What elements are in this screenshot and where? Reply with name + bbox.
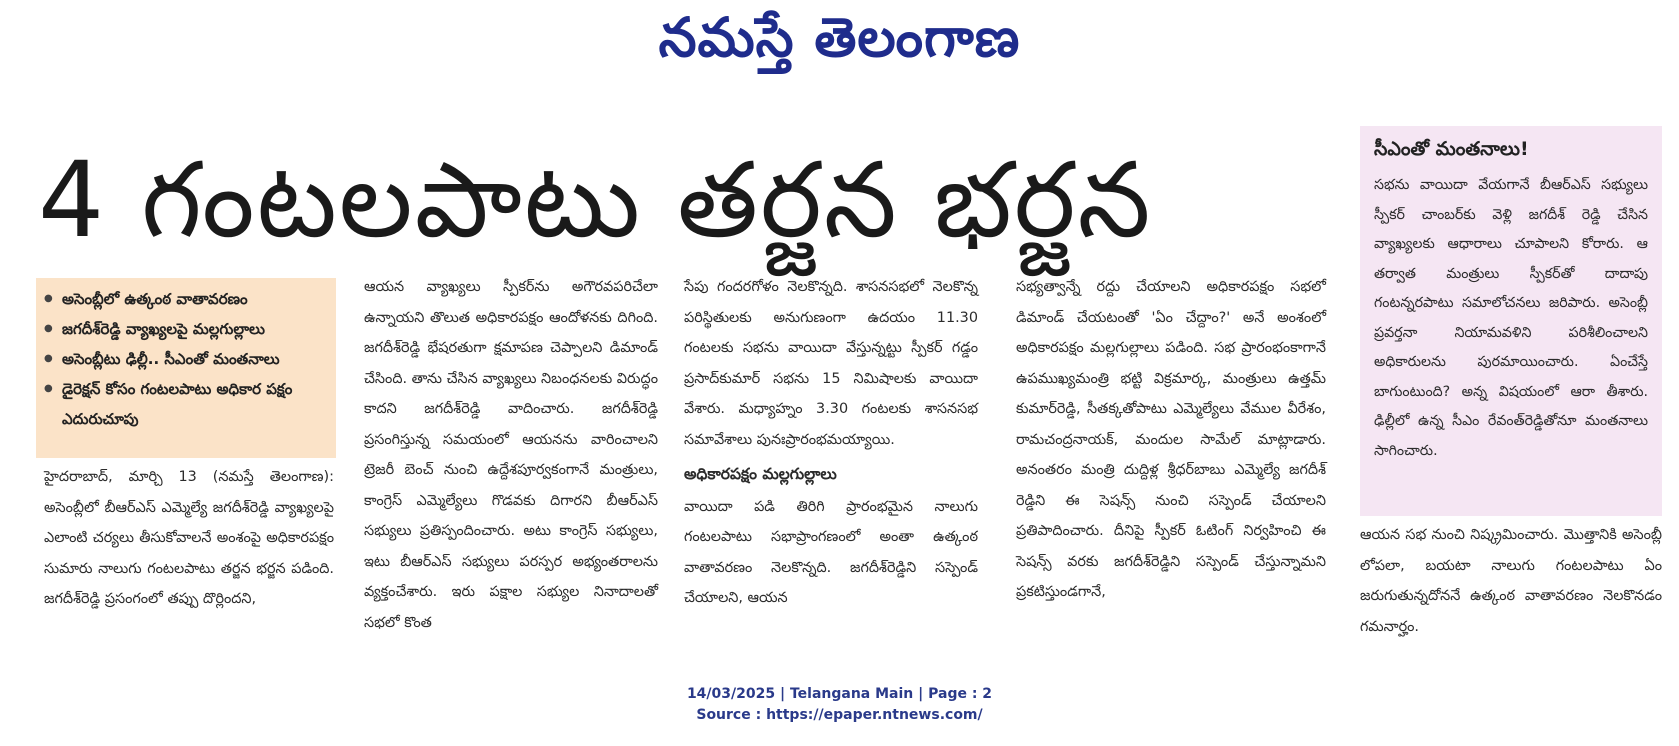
- article-lead-paragraph: హైదరాబాద్, మార్చి 13 (నమస్తే తెలంగాణ): అసెంబ్లీలో బీఆర్‌ఎస్ ఎమ్మెల్యే జగదీశ్‌రెడ్డి వ్యాఖ్యలపై ఎలాంటి చర్యలు తీసుకోవాలనే అంశంపై అధికారపక్షం సుమారు నాలుగు గంటలపాటు తర్జన భర్జన పడింది. జగదీశ్‌రెడ్డి ప్రసంగంలో తప్పు దొర్లిందని,: [44, 469, 334, 607]
- article-column-4: [1016, 272, 1326, 608]
- article-paragraph: సేపు గందరగోళం నెలకొన్నది. శాసనసభలో నెలకొన్న పరిస్థితులకు అనుగుణంగా ఉదయం 11.30 గంటలకు సభను వాయిదా వేస్తున్నట్టు స్పీకర్ గడ్డం ప్రసాద్‌కుమార్ సభను 15 నిమిషాలకు వాయిదా వేశారు. మధ్యాహ్నం 3.30 గంటలకు శాసనసభ సమావేశాలు పునఃప్రారంభమయ్యాయి.: [684, 279, 978, 448]
- sidebar-title: సీఎంతో మంతనాలు!: [1374, 138, 1529, 160]
- article-paragraph: ఆయన వ్యాఖ్యలు స్పీకర్‌ను అగౌరవపరిచేలా ఉన్నాయని తొలుత అధికారపక్షం ఆందోళనకు దిగింది. జగదీశ్‌రెడ్డి భేషరతుగా క్షమాపణ చెప్పాలని డిమాండ్ చేసింది. తాను చేసిన వ్యాఖ్యలు నిబంధనలకు విరుద్ధం కాదని జగదీశ్‌రెడ్డి వాదించారు. జగదీశ్‌రెడ్డి ప్రసంగిస్తున్న సమయంలో ఆయనను వారించాలని ట్రెజరీ బెంచ్ నుంచి ఉద్దేశపూర్వకంగానే మంత్రులు, కాంగ్రెస్ ఎమ్మెల్యేలు గొడవకు దిగారని బీఆర్‌ఎస్ సభ్యులు ప్రతిస్పందించారు. అటు కాంగ్రెస్ సభ్యులు, ఇటు బీఆర్‌ఎస్ సభ్యులు పరస్పర అభ్యంతరాలను వ్యక్తంచేశారు. ఇరు పక్షాల సభ్యుల నినాదాలతో సభలో కొంత: [364, 279, 658, 631]
- highlights-box: [36, 278, 336, 458]
- article-paragraph: ఆయన సభ నుంచి నిష్క్రమించారు. మొత్తానికి అసెంబ్లీ లోపలా, బయటా నాలుగు గంటలపాటు ఏం జరుగుతున్నదోననే ఉత్కంఠ వాతావరణం నెలకొనడం గమనార్హం.: [1360, 527, 1662, 635]
- section-subheading: అధికారపక్షం మల్లగుల్లాలు: [684, 465, 837, 483]
- article-paragraph: వాయిదా పడి తిరిగి ప్రారంభమైన నాలుగు గంటలపాటు సభాప్రాంగణంలో అంతా ఉత్కంఠ వాతావరణం నెలకొన్నది. జగదీశ్‌రెడ్డిని సస్పెండ్ చేయాలని, ఆయన: [684, 498, 978, 606]
- page-footer: [0, 684, 1679, 726]
- highlights-list: [36, 284, 336, 434]
- highlight-item: ● జగదీశ్‌రెడ్డి వ్యాఖ్యలపై మల్లగుల్లాలు: [44, 314, 336, 344]
- sidebar-box: [1360, 126, 1662, 516]
- highlight-item: ● అసెంబ్లీటు ఢిల్లీ.. సీఎంతో మంతనాలు: [44, 344, 336, 374]
- sidebar-body: సభను వాయిదా వేయగానే బీఆర్‌ఎస్ సభ్యులు స్పీకర్ చాంబర్‌కు వెళ్లి జగదీశ్ రెడ్డి చేసిన వ్యాఖ్యలకు ఆధారాలు చూపాలని కోరారు. ఆ తర్వాత మంత్రులు స్పీకర్‌తో దాదాపు గంటన్నరపాటు సమాలోచనలు జరిపారు. అసెంబ్లీ ప్రవర్తనా నియామవళిని పరిశీలించాలని అధికారులను పురమాయించారు. ఏంచేస్తే బాగుంటుంది? అన్న విషయంలో ఆరా తీశారు. ఢిల్లీలో ఉన్న సీఎం రేవంత్‌రెడ్డితోనూ మంతనాలు సాగించారు.: [1374, 177, 1648, 459]
- footer-date-page: 14/03/2025 | Telangana Main | Page : 2: [686, 686, 993, 702]
- highlight-item: ● అసెంబ్లీలో ఉత్కంఠ వాతావరణం: [44, 284, 336, 314]
- headline: 4 గంటలపాటు తర్జన భర్జన: [38, 139, 1153, 261]
- article-column-3: [684, 272, 978, 614]
- article-column-1: [44, 462, 334, 615]
- masthead-logo: నమస్తే తెలంగాణ: [658, 6, 1021, 69]
- footer-source: Source : https://epaper.ntnews.com/: [696, 707, 983, 723]
- article-column-5: [1360, 520, 1662, 642]
- article-column-2: [364, 272, 658, 638]
- article-paragraph: సభ్యత్వాన్నే రద్దు చేయాలని అధికారపక్షం సభలో డిమాండ్ చేయటంతో 'ఏం చేద్దాం?' అనే అంశంలో అధికారపక్షం మల్లగుల్లాలు పడింది. సభ ప్రారంభంకాగానే ఉపముఖ్యమంత్రి భట్టి విక్రమార్క, మంత్రులు ఉత్తమ్ కుమార్‌రెడ్డి, సీతక్కతోపాటు ఎమ్మెల్యేలు వేముల వీరేశం, రామచంద్రనాయక్, మందుల సామేల్ మాట్లాడారు. అనంతరం మంత్రి దుద్దిళ్ల శ్రీధర్‌బాబు ఎమ్మెల్యే జగదీశ్ రెడ్డిని ఈ సెషన్స్ నుంచి సస్పెండ్ చేయాలని ప్రతిపాదించారు. దీనిపై స్పీకర్ ఓటింగ్ నిర్వహించి ఈ సెషన్స్ వరకు జగదీశ్‌రెడ్డిని సస్పెండ్ చేస్తున్నామని ప్రకటిస్తుండగానే,: [1016, 279, 1326, 600]
- highlight-item: ● డైరెక్షన్ కోసం గంటలపాటు అధికార పక్షం ఎదురుచూపు: [44, 374, 336, 434]
